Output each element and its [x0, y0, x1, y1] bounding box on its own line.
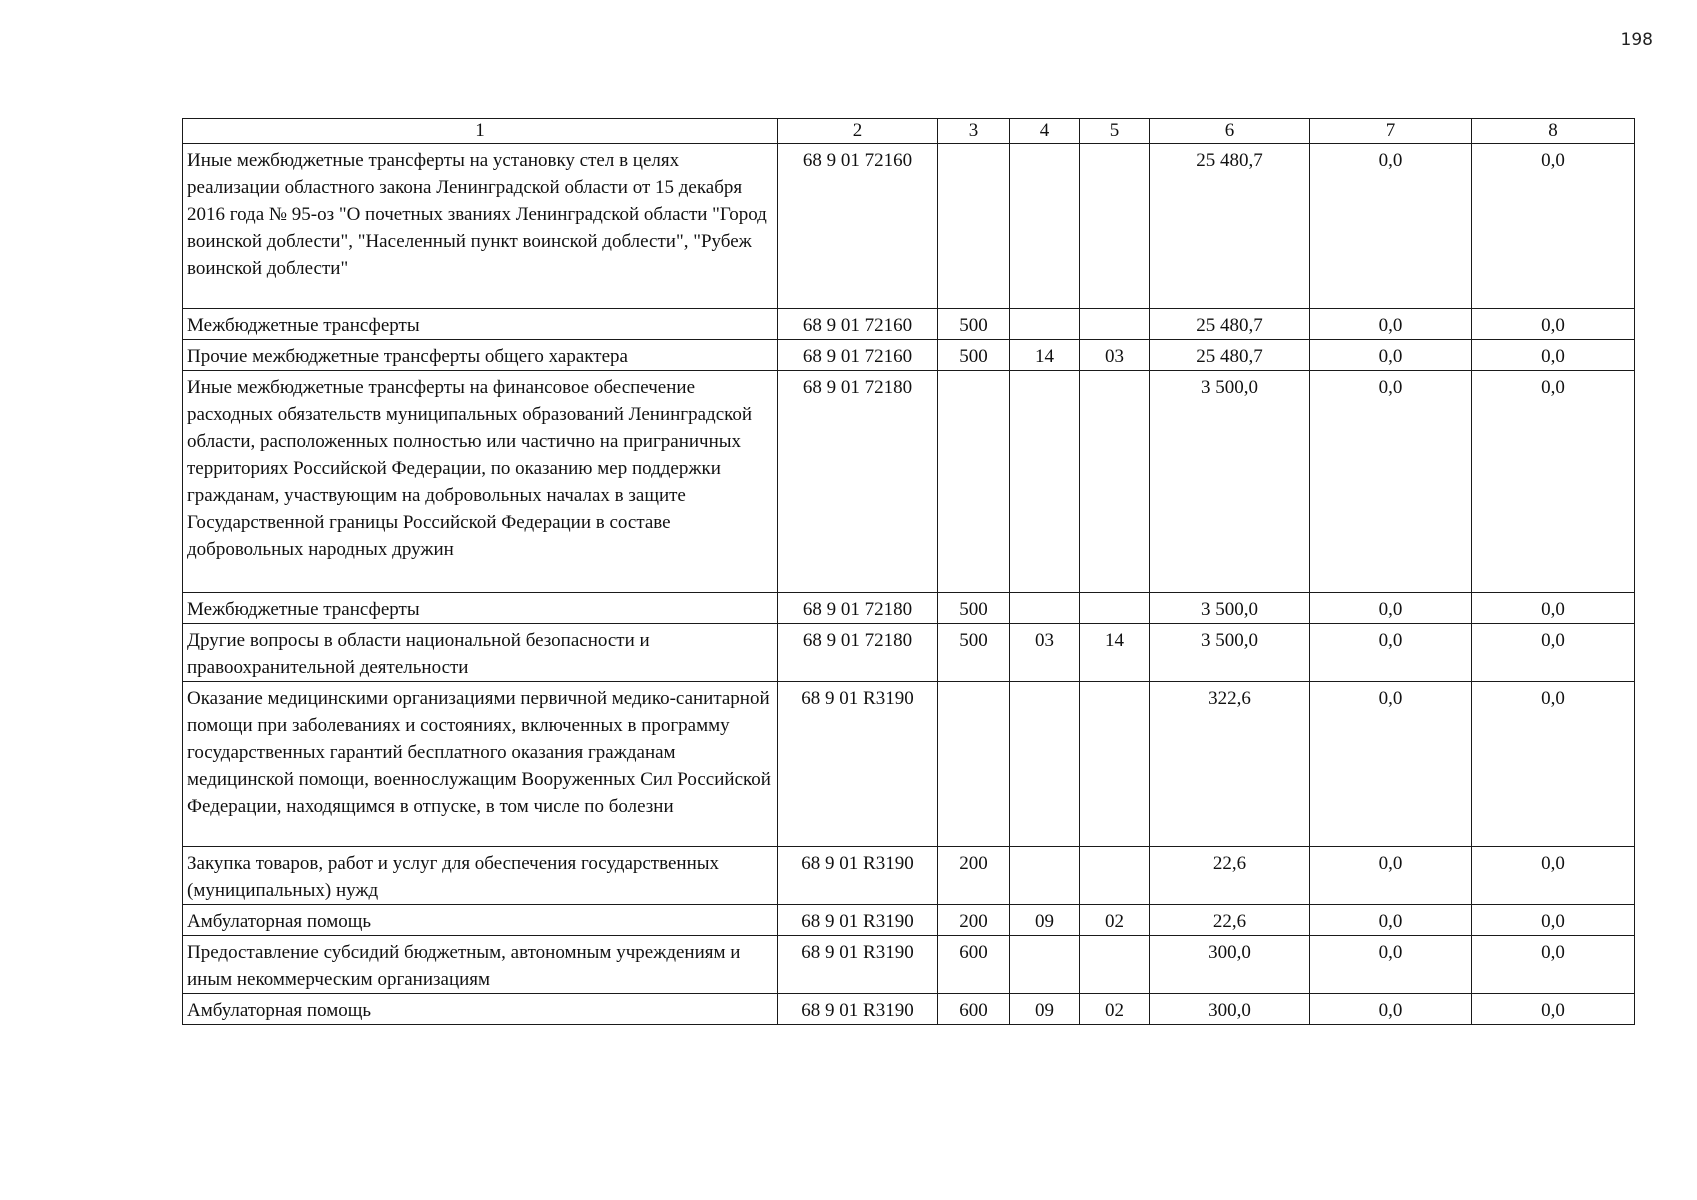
amount-col8: 0,0: [1472, 144, 1635, 309]
column-header: 1: [183, 119, 778, 144]
column-header: 7: [1310, 119, 1472, 144]
target-code: 68 9 01 R3190: [778, 847, 938, 905]
column-header: 6: [1150, 119, 1310, 144]
section: 03: [1010, 624, 1080, 682]
target-code: 68 9 01 72180: [778, 624, 938, 682]
subsection: [1080, 847, 1150, 905]
column-header: 3: [938, 119, 1010, 144]
row-name: Межбюджетные трансферты: [183, 593, 778, 624]
amount-col7: 0,0: [1310, 994, 1472, 1025]
amount-col6: 322,6: [1150, 682, 1310, 847]
amount-col7: 0,0: [1310, 624, 1472, 682]
table-row: [183, 340, 1635, 371]
row-name: Оказание медицинскими организациями первичной медико-санитарной помощи при заболеваниях и состояниях, включенных в программу государственных гарантий бесплатного оказания гражданам медицинской помощи, военнослужащим Вооруженных Сил Российской Федерации, находящимся в отпуске, в том числе по болезни: [183, 682, 778, 847]
expense-type: 600: [938, 936, 1010, 994]
page-number: 198: [1620, 30, 1653, 50]
section: 09: [1010, 905, 1080, 936]
amount-col6: 22,6: [1150, 847, 1310, 905]
table-header-row: [183, 119, 1635, 144]
subsection: [1080, 309, 1150, 340]
row-name: Закупка товаров, работ и услуг для обеспечения государственных (муниципальных) нужд: [183, 847, 778, 905]
section: 14: [1010, 340, 1080, 371]
subsection: [1080, 371, 1150, 593]
section: [1010, 847, 1080, 905]
row-name: Другие вопросы в области национальной безопасности и правоохранительной деятельности: [183, 624, 778, 682]
row-name: Амбулаторная помощь: [183, 994, 778, 1025]
amount-col6: 300,0: [1150, 994, 1310, 1025]
row-name: Иные межбюджетные трансферты на установку стел в целях реализации областного закона Ленинградской области от 15 декабря 2016 года № 95-оз "О почетных званиях Ленинградской области "Город воинской доблести", "Населенный пункт воинской доблести", "Рубеж воинской доблести": [183, 144, 778, 309]
amount-col7: 0,0: [1310, 936, 1472, 994]
column-header: 4: [1010, 119, 1080, 144]
section: [1010, 593, 1080, 624]
expense-type: 200: [938, 847, 1010, 905]
target-code: 68 9 01 R3190: [778, 905, 938, 936]
target-code: 68 9 01 72160: [778, 309, 938, 340]
expense-type: 500: [938, 340, 1010, 371]
column-header: 2: [778, 119, 938, 144]
amount-col7: 0,0: [1310, 309, 1472, 340]
amount-col8: 0,0: [1472, 682, 1635, 847]
table-row: [183, 994, 1635, 1025]
table-row: [183, 905, 1635, 936]
amount-col6: 3 500,0: [1150, 371, 1310, 593]
section: [1010, 309, 1080, 340]
target-code: 68 9 01 72160: [778, 144, 938, 309]
amount-col8: 0,0: [1472, 936, 1635, 994]
expense-type: 200: [938, 905, 1010, 936]
table-row: [183, 936, 1635, 994]
table-row: [183, 624, 1635, 682]
amount-col8: 0,0: [1472, 371, 1635, 593]
amount-col8: 0,0: [1472, 847, 1635, 905]
target-code: 68 9 01 72180: [778, 593, 938, 624]
subsection: 14: [1080, 624, 1150, 682]
subsection: [1080, 144, 1150, 309]
amount-col7: 0,0: [1310, 144, 1472, 309]
amount-col8: 0,0: [1472, 340, 1635, 371]
expense-type: 600: [938, 994, 1010, 1025]
budget-table: [182, 118, 1635, 1025]
amount-col6: 25 480,7: [1150, 144, 1310, 309]
amount-col6: 25 480,7: [1150, 309, 1310, 340]
row-name: Иные межбюджетные трансферты на финансовое обеспечение расходных обязательств муниципальных образований Ленинградской области, расположенных полностью или частично на приграничных территориях Российской Федерации, по оказанию мер поддержки гражданам, участвующим на добровольных началах в защите Государственной границы Российской Федерации в составе добровольных народных дружин: [183, 371, 778, 593]
subsection: [1080, 936, 1150, 994]
amount-col6: 300,0: [1150, 936, 1310, 994]
amount-col7: 0,0: [1310, 340, 1472, 371]
expense-type: [938, 144, 1010, 309]
amount-col6: 3 500,0: [1150, 624, 1310, 682]
section: 09: [1010, 994, 1080, 1025]
row-name: Прочие межбюджетные трансферты общего характера: [183, 340, 778, 371]
subsection: 03: [1080, 340, 1150, 371]
target-code: 68 9 01 R3190: [778, 936, 938, 994]
table-row: [183, 371, 1635, 593]
section: [1010, 936, 1080, 994]
subsection: [1080, 593, 1150, 624]
amount-col6: 22,6: [1150, 905, 1310, 936]
amount-col8: 0,0: [1472, 994, 1635, 1025]
subsection: 02: [1080, 905, 1150, 936]
row-name: Предоставление субсидий бюджетным, автономным учреждениям и иным некоммерческим организациям: [183, 936, 778, 994]
expense-type: 500: [938, 309, 1010, 340]
section: [1010, 682, 1080, 847]
table-row: [183, 144, 1635, 309]
column-header: 8: [1472, 119, 1635, 144]
target-code: 68 9 01 72160: [778, 340, 938, 371]
section: [1010, 371, 1080, 593]
table-row: [183, 593, 1635, 624]
subsection: [1080, 682, 1150, 847]
amount-col7: 0,0: [1310, 371, 1472, 593]
expense-type: 500: [938, 624, 1010, 682]
expense-type: [938, 371, 1010, 593]
subsection: 02: [1080, 994, 1150, 1025]
target-code: 68 9 01 72180: [778, 371, 938, 593]
amount-col6: 25 480,7: [1150, 340, 1310, 371]
table-row: [183, 309, 1635, 340]
column-header: 5: [1080, 119, 1150, 144]
row-name: Амбулаторная помощь: [183, 905, 778, 936]
table-row: [183, 682, 1635, 847]
expense-type: [938, 682, 1010, 847]
table-row: [183, 847, 1635, 905]
amount-col8: 0,0: [1472, 309, 1635, 340]
amount-col8: 0,0: [1472, 593, 1635, 624]
section: [1010, 144, 1080, 309]
amount-col8: 0,0: [1472, 905, 1635, 936]
target-code: 68 9 01 R3190: [778, 994, 938, 1025]
expense-type: 500: [938, 593, 1010, 624]
amount-col7: 0,0: [1310, 682, 1472, 847]
amount-col7: 0,0: [1310, 905, 1472, 936]
amount-col6: 3 500,0: [1150, 593, 1310, 624]
amount-col7: 0,0: [1310, 847, 1472, 905]
amount-col7: 0,0: [1310, 593, 1472, 624]
target-code: 68 9 01 R3190: [778, 682, 938, 847]
amount-col8: 0,0: [1472, 624, 1635, 682]
row-name: Межбюджетные трансферты: [183, 309, 778, 340]
